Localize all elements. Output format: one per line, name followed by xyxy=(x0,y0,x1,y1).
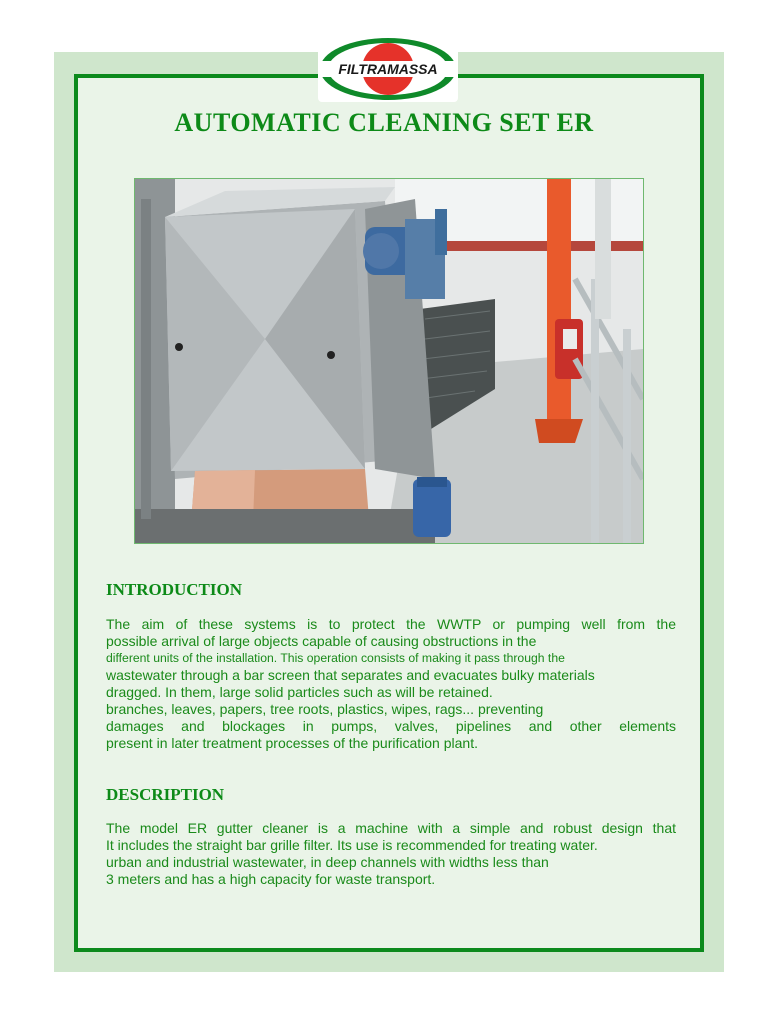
machine-photo xyxy=(134,178,644,544)
description-line: It includes the straight bar grille filter. Its use is recommended for treating water. xyxy=(106,837,598,853)
intro-line: dragged. In them, large solid particles such as will be retained. xyxy=(106,684,493,700)
introduction-heading: INTRODUCTION xyxy=(106,580,243,599)
intro-line: present in later treatment processes of the purification plant. xyxy=(106,735,478,751)
intro-line: The aim of these systems is to protect the WWTP or pumping well from the xyxy=(106,616,676,632)
logo-text: FILTRAMASSA xyxy=(338,61,438,77)
description-text xyxy=(106,820,676,888)
description-line: The model ER gutter cleaner is a machine with a simple and robust design that xyxy=(106,820,676,836)
description-heading: DESCRIPTION xyxy=(106,785,225,804)
intro-line: different units of the installation. This operation consists of making it pass through the xyxy=(106,651,565,665)
filtramassa-logo xyxy=(318,36,458,102)
intro-line: damages and blockages in pumps, valves, pipelines and other elements xyxy=(106,718,676,734)
description-line: 3 meters and has a high capacity for waste transport. xyxy=(106,871,436,887)
intro-line: possible arrival of large objects capable of causing obstructions in the xyxy=(106,633,537,649)
intro-line: branches, leaves, papers, tree roots, plastics, wipes, rags... preventing xyxy=(106,701,544,717)
page-title: AUTOMATIC CLEANING SET ER xyxy=(174,108,594,137)
intro-line: wastewater through a bar screen that separates and evacuates bulky materials xyxy=(106,667,595,683)
introduction-text xyxy=(106,616,676,752)
description-line: urban and industrial wastewater, in deep channels with widths less than xyxy=(106,854,549,870)
